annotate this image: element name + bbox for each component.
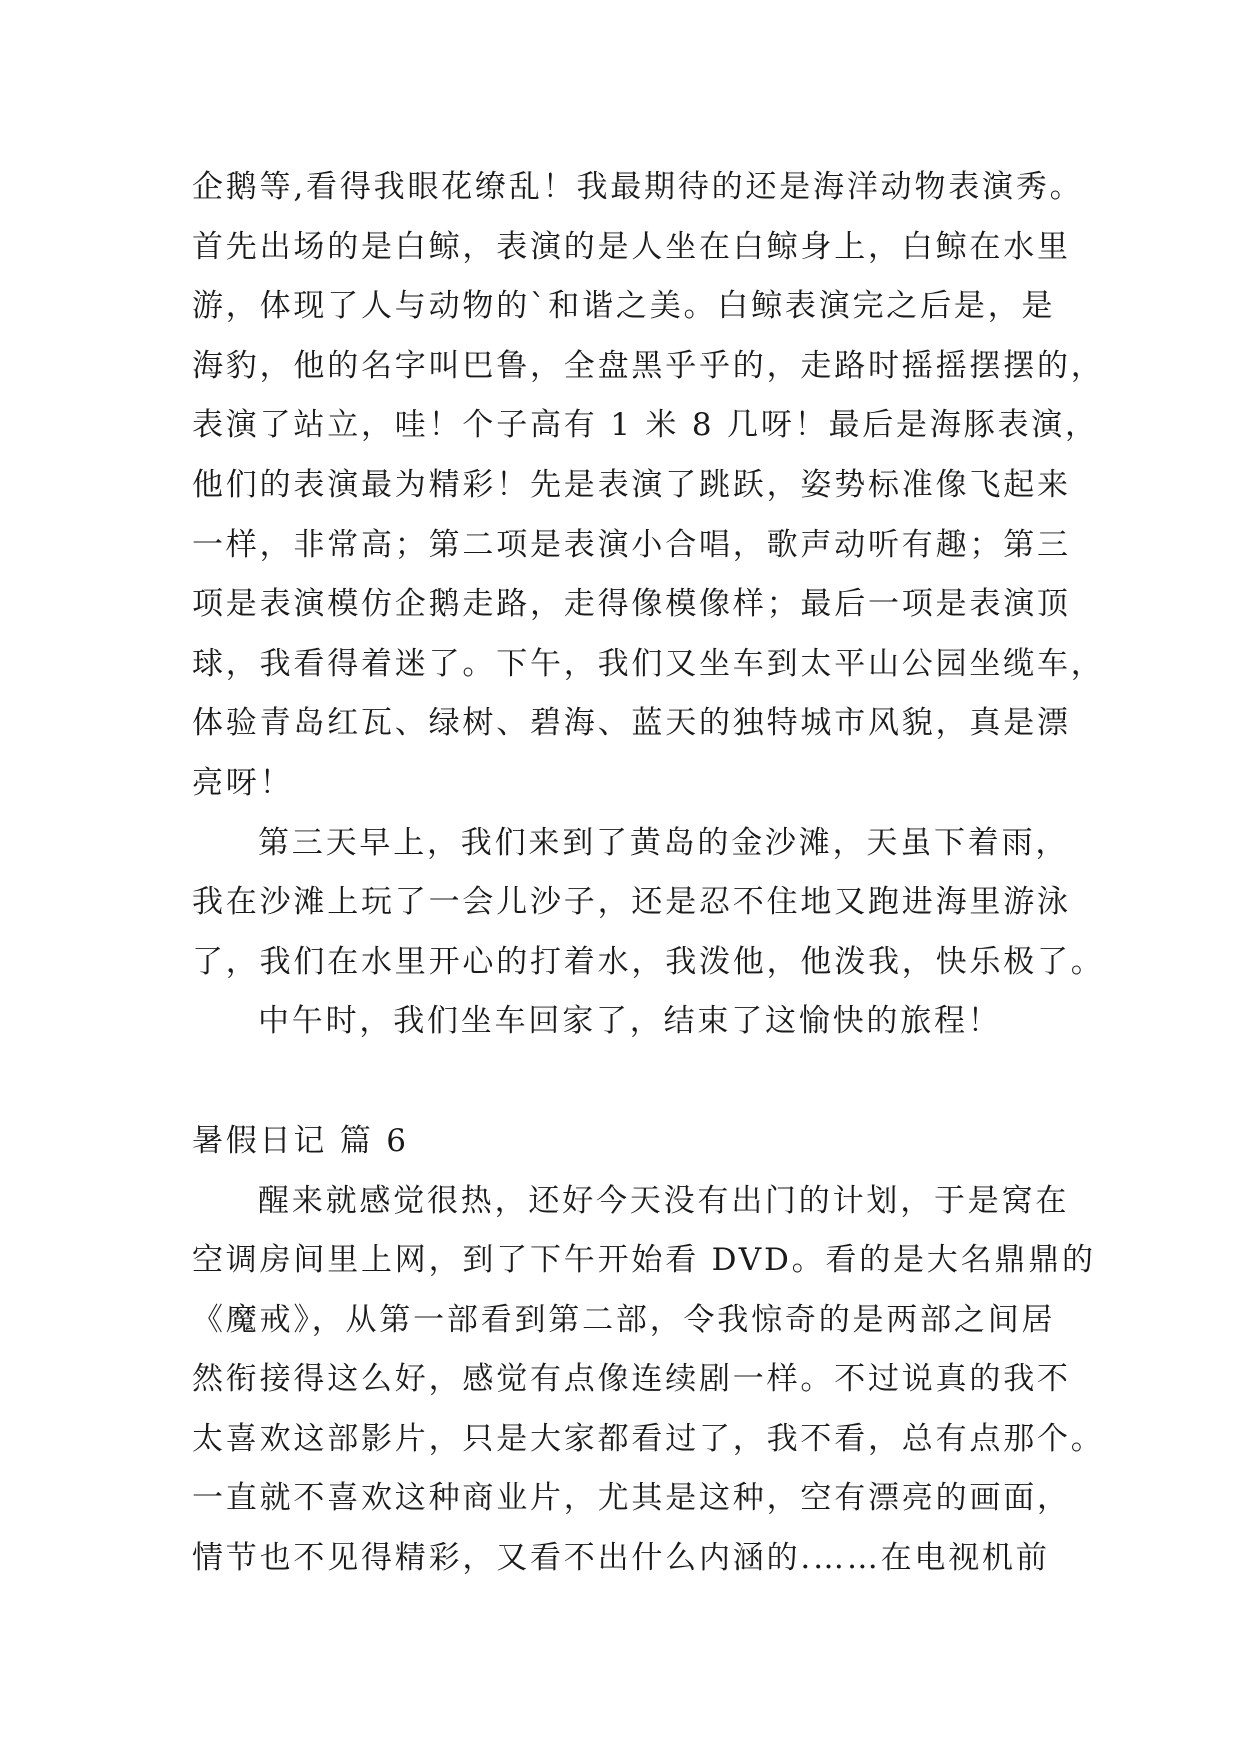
text-line: 球，我看得着迷了。下午，我们又坐车到太平山公园坐缆车， [192, 645, 1105, 682]
section-heading: 暑假日记 篇 6 [192, 1122, 409, 1159]
paragraph-continued [192, 158, 1105, 814]
text-line: 空调房间里上网，到了下午开始看 DVD。看的是大名鼎鼎的 [192, 1242, 1096, 1279]
text-line: 首先出场的是白鲸，表演的是人坐在白鲸身上，白鲸在水里 [192, 228, 1071, 265]
text-line: 企鹅等,看得我眼花缭乱！我最期待的还是海洋动物表演秀。 [192, 169, 1084, 205]
paragraph-section6 [192, 1172, 1105, 1589]
text-line: 一直就不喜欢这种商业片，尤其是这种，空有漂亮的画面， [192, 1480, 1071, 1517]
text-line: 我在沙滩上玩了一会儿沙子，还是忍不住地又跑进海里游泳 [192, 884, 1071, 921]
text-line: 游，体现了人与动物的`和谐之美。白鲸表演完之后是，是 [192, 288, 1056, 325]
text-line: 项是表演模仿企鹅走路，走得像模像样；最后一项是表演顶 [192, 586, 1071, 623]
paragraph-day3 [192, 814, 1105, 993]
paragraph-noon [192, 992, 1092, 1052]
text-line: 情节也不见得精彩，又看不出什么内涵的.……在电视机前 [192, 1540, 1050, 1577]
text-line: 醒来就感觉很热，还好今天没有出门的计划，于是窝在 [258, 1182, 1070, 1219]
body-text [192, 158, 1105, 1589]
text-line: 中午时，我们坐车回家了，结束了这愉快的旅程！ [258, 1003, 1002, 1040]
text-line: 第三天早上，我们来到了黄岛的金沙滩，天虽下着雨， [258, 824, 1070, 861]
text-line: 亮呀！ [192, 764, 294, 801]
text-line: 一样，非常高；第二项是表演小合唱，歌声动听有趣；第三 [192, 526, 1071, 563]
text-line: 他们的表演最为精彩！先是表演了跳跃，姿势标准像飞起来 [192, 466, 1071, 503]
text-line: 体验青岛红瓦、绿树、碧海、蓝天的独特城市风貌，真是漂 [192, 705, 1071, 742]
section-spacer [192, 1052, 1092, 1112]
text-line: 然衔接得这么好，感觉有点像连续剧一样。不过说真的我不 [192, 1361, 1071, 1398]
text-line: 海豹，他的名字叫巴鲁，全盘黑乎乎的，走路时摇摇摆摆的， [192, 347, 1105, 384]
text-line: 《魔戒》，从第一部看到第二部，令我惊奇的是两部之间居 [192, 1301, 1056, 1338]
text-line: 太喜欢这部影片，只是大家都看过了，我不看，总有点那个。 [192, 1420, 1105, 1457]
text-line: 了，我们在水里开心的打着水，我泼他，他泼我，快乐极了。 [192, 943, 1105, 980]
text-line: 表演了站立，哇！个子高有 1 米 8 几呀！最后是海豚表演， [192, 407, 1099, 444]
